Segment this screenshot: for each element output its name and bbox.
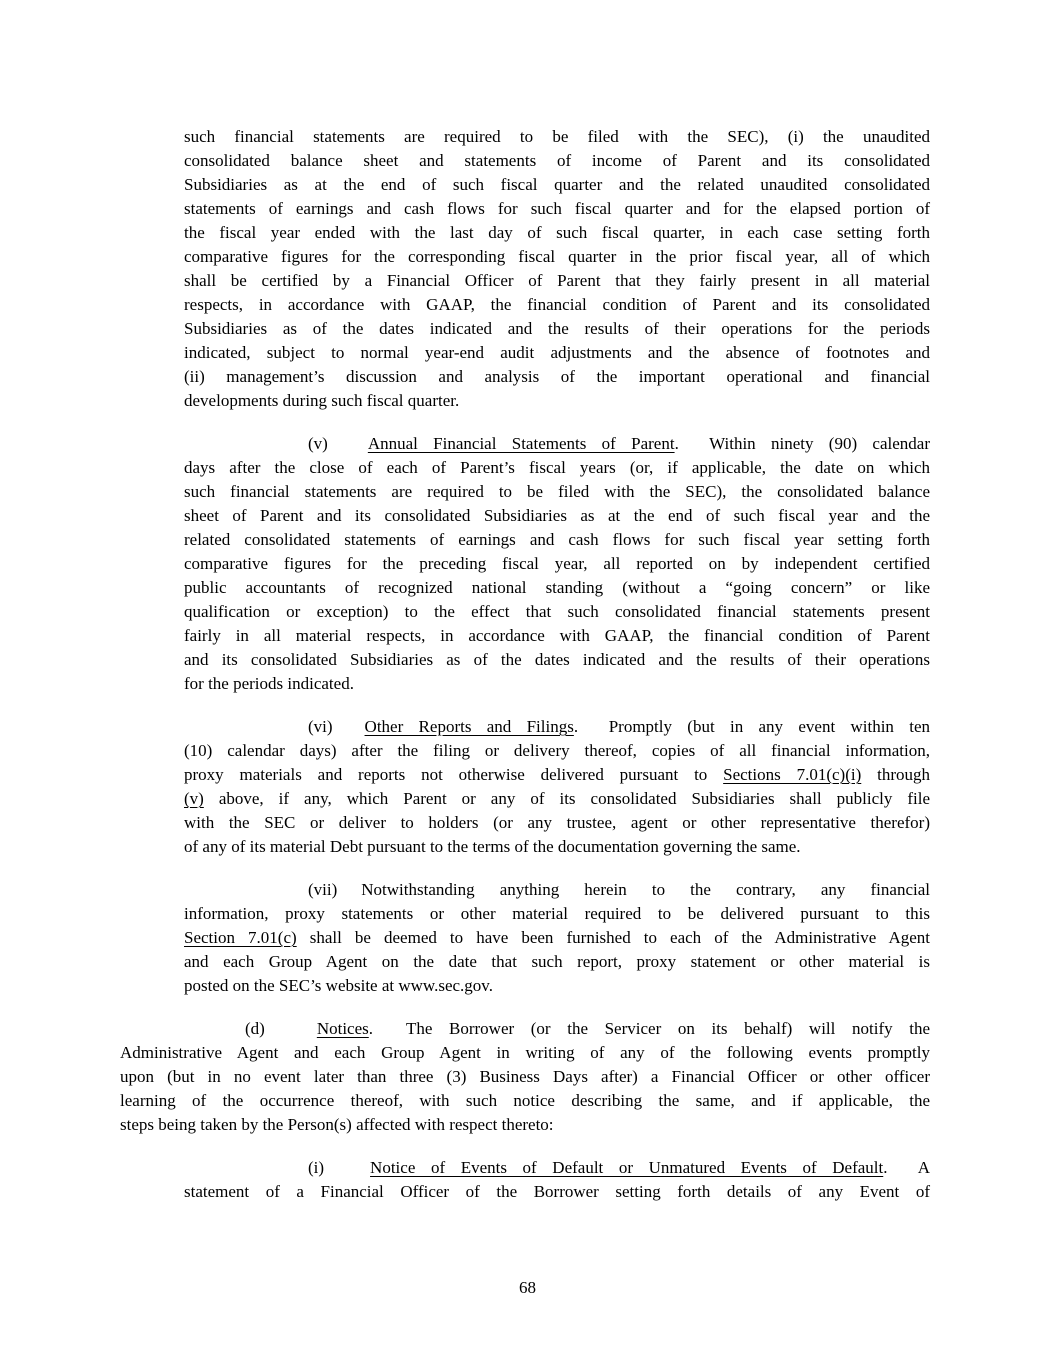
text-line: (vii) Notwithstanding anything herein to the contrary, any financial (184, 878, 930, 902)
text-line: upon (but in no event later than three (3) Business Days after) a Financial Officer or other officer (120, 1067, 930, 1086)
paragraph-clause-vi-other-reports-and-filings (184, 715, 930, 859)
text-line: days after the close of each of Parent’s fiscal years (or, if applicable, the date on which (184, 458, 930, 477)
text-line: (vi) Other Reports and Filings. Promptly (but in any event within ten (184, 715, 930, 739)
text-line: shall be certified by a Financial Officer of Parent that they fairly present in all material (184, 271, 930, 290)
text-line: (d) Notices. The Borrower (or the Servicer on its behalf) will notify the (120, 1017, 930, 1041)
text-line: statements of earnings and cash flows for such fiscal quarter and for the elapsed portion of (184, 199, 930, 218)
underlined-heading: (v) (184, 789, 204, 808)
first-line-indent (324, 1172, 370, 1173)
text-line: related consolidated statements of earnings and cash flows for such fiscal year setting forth (184, 530, 930, 549)
text-line: posted on the SEC’s website at www.sec.gov. (184, 976, 493, 995)
text-line: (v) above, if any, which Parent or any of its consolidated Subsidiaries shall publicly file (184, 789, 930, 808)
text-line: (10) calendar days) after the filing or delivery thereof, copies of all financial information, (184, 741, 930, 760)
paragraph-clause-d-notices (120, 1017, 930, 1137)
underlined-heading: Notice of Events of Default or Unmatured Events of Default (370, 1158, 884, 1177)
text-line: (ii) management’s discussion and analysis of the important operational and financial (184, 367, 930, 386)
text-line: Administrative Agent and each Group Agent in writing of any of the following events promptly (120, 1043, 930, 1062)
text-line: Subsidiaries as at the end of such fiscal quarter and the related unaudited consolidated (184, 175, 930, 194)
text-line: public accountants of recognized national standing (without a “going concern” or like (184, 578, 930, 597)
first-line-indent (120, 1033, 245, 1034)
text-line: with the SEC or deliver to holders (or any trustee, agent or other representative therefor) (184, 813, 930, 832)
first-line-indent (333, 731, 365, 732)
text-line: the fiscal year ended with the last day of such fiscal quarter, in each case setting forth (184, 223, 930, 242)
text-line: fairly in all material respects, in accordance with GAAP, the financial condition of Parent (184, 626, 930, 645)
text-line: such financial statements are required to be filed with the SEC), (i) the unaudited (184, 127, 930, 146)
text-line: indicated, subject to normal year-end audit adjustments and the absence of footnotes and (184, 343, 930, 362)
text-line: developments during such fiscal quarter. (184, 391, 460, 410)
underlined-heading: Section 7.01(c) (184, 928, 297, 947)
first-line-indent (184, 1172, 308, 1173)
paragraph-clause-d-i-notice-of-events-of-default (184, 1156, 930, 1204)
document-body (120, 125, 930, 1223)
underlined-heading: Other Reports and Filings (364, 717, 574, 736)
text-line: steps being taken by the Person(s) affected with respect thereto: (120, 1115, 554, 1134)
first-line-indent (265, 1033, 317, 1034)
paragraph-clause-iv-continuation (184, 125, 930, 413)
text-line: (i) Notice of Events of Default or Unmatured Events of Default. A (184, 1156, 930, 1180)
text-line: comparative figures for the corresponding fiscal quarter in the prior fiscal year, all of which (184, 247, 930, 266)
text-line: such financial statements are required to be filed with the SEC), the consolidated balance (184, 482, 930, 501)
text-line: for the periods indicated. (184, 674, 354, 693)
first-line-indent (337, 894, 361, 895)
first-line-indent (184, 731, 308, 732)
page-number: 68 (519, 1278, 536, 1297)
text-line: learning of the occurrence thereof, with such notice describing the same, and if applicable, the (120, 1091, 930, 1110)
underlined-heading: Sections 7.01(c)(i) (723, 765, 862, 784)
text-line: Section 7.01(c) shall be deemed to have been furnished to each of the Administrative Agent (184, 928, 930, 947)
text-line: (v) Annual Financial Statements of Parent. Within ninety (90) calendar (184, 432, 930, 456)
text-line: and each Group Agent on the date that such report, proxy statement or other material is (184, 952, 930, 971)
paragraph-clause-v-annual-financial-statements (184, 432, 930, 696)
underlined-heading: Notices (316, 1019, 369, 1038)
text-line: of any of its material Debt pursuant to the terms of the documentation governing the same. (184, 837, 801, 856)
text-line: statement of a Financial Officer of the Borrower setting forth details of any Event of (184, 1182, 930, 1201)
first-line-indent (328, 448, 368, 449)
text-line: consolidated balance sheet and statements of income of Parent and its consolidated (184, 151, 930, 170)
text-line: respects, in accordance with GAAP, the financial condition of Parent and its consolidated (184, 295, 930, 314)
text-line: and its consolidated Subsidiaries as of the dates indicated and the results of their operations (184, 650, 930, 669)
text-line: qualification or exception) to the effect that such consolidated financial statements present (184, 602, 930, 621)
text-line: Subsidiaries as of the dates indicated and the results of their operations for the periods (184, 319, 930, 338)
first-line-indent (184, 448, 308, 449)
paragraph-clause-vii-notwithstanding (184, 878, 930, 998)
text-line: sheet of Parent and its consolidated Subsidiaries as at the end of such fiscal year and the (184, 506, 930, 525)
text-line: comparative figures for the preceding fiscal year, all reported on by independent certified (184, 554, 930, 573)
first-line-indent (184, 894, 308, 895)
underlined-heading: Annual Financial Statements of Parent (367, 434, 675, 453)
text-line: information, proxy statements or other material required to be delivered pursuant to this (184, 904, 930, 923)
text-line: proxy materials and reports not otherwise delivered pursuant to Sections 7.01(c)(i) through (184, 765, 930, 784)
